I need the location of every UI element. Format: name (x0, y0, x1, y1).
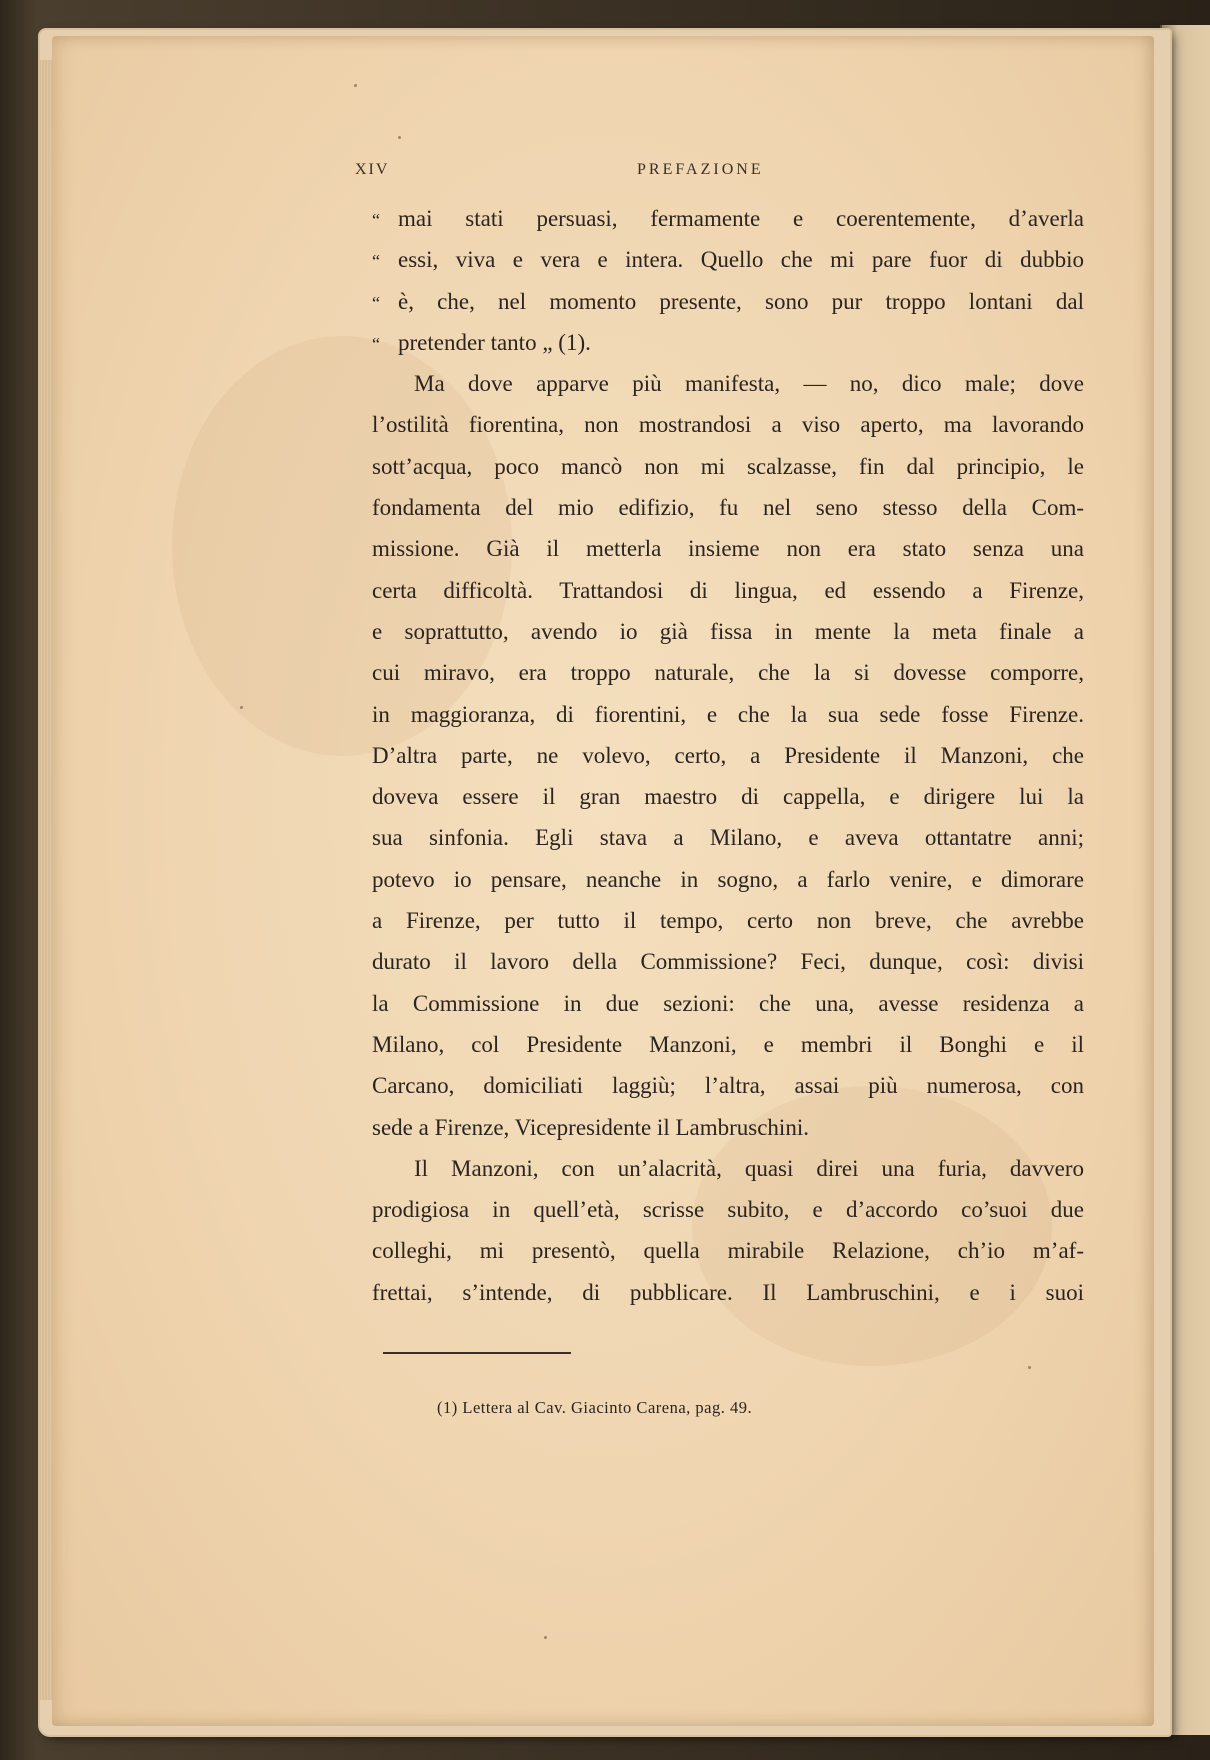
paper-speck (544, 1636, 547, 1639)
quote-mark: “ (372, 292, 380, 313)
text-line: prodigiosa in quell’età, scrisse subito, e d’accordo co’suoi due (372, 1197, 1084, 1223)
text-line: Ma dove apparve più manifesta, — no, dico male; dove (414, 371, 1084, 397)
text-line: D’altra parte, ne volevo, certo, a Presidente il Manzoni, che (372, 742, 1084, 768)
quoted-line (372, 239, 1084, 280)
text-line: in maggioranza, di fiorentini, e che la sua sede fosse Firenze. (372, 701, 1084, 727)
text-line: Il Manzoni, con un’alacrità, quasi direi una furia, davvero (414, 1155, 1084, 1181)
paper-speck (398, 136, 401, 139)
text-line: e soprattutto, avendo io già fissa in mente la meta finale a (372, 618, 1084, 644)
text-line: doveva essere il gran maestro di cappella, e dirigere lui la (372, 784, 1084, 810)
paper-speck (240, 706, 243, 709)
text-line: Carcano, domiciliati laggiù; l’altra, assai più numerosa, con (372, 1073, 1084, 1099)
paper-speck (354, 84, 357, 87)
text-line: a Firenze, per tutto il tempo, certo non breve, che avrebbe (372, 908, 1084, 934)
text-line: missione. Già il metterla insieme non era stato senza una (372, 536, 1084, 562)
text-line: frettai, s’intende, di pubblicare. Il Lambruschini, e i suoi (372, 1279, 1084, 1305)
text-line: sede a Firenze, Vicepresidente il Lambruschini. (372, 1114, 809, 1140)
text-line: cui miravo, era troppo naturale, che la si dovesse comporre, (372, 660, 1084, 686)
text-line: l’ostilità fiorentina, non mostrandosi a viso aperto, ma lavorando (372, 412, 1084, 438)
text-line: sott’acqua, poco mancò non mi scalzasse, fin dal principio, le (372, 453, 1084, 479)
body-text (372, 198, 1084, 1313)
page-number: XIV (355, 161, 390, 178)
quote-mark: “ (372, 251, 380, 272)
quoted-line (372, 198, 1084, 239)
running-head (355, 161, 805, 183)
quote-mark: “ (372, 333, 380, 354)
quoted-line-text: essi, viva e vera e intera. Quello che mi pare fuor di dubbio (398, 247, 1084, 273)
text-line: colleghi, mi presentò, quella mirabile Relazione, ch’io m’af- (372, 1238, 1084, 1264)
text-line: potevo io pensare, neanche in sogno, a farlo venire, e dimorare (372, 866, 1084, 892)
text-line: la Commissione in due sezioni: che una, avesse residenza a (372, 990, 1084, 1016)
quoted-line-text: pretender tanto „ (1). (398, 329, 591, 355)
quoted-line (372, 322, 1084, 363)
text-line: certa difficoltà. Trattandosi di lingua, ed essendo a Firenze, (372, 577, 1084, 603)
text-line: Milano, col Presidente Manzoni, e membri il Bonghi e il (372, 1031, 1084, 1057)
text-line: fondamenta del mio edifizio, fu nel seno stesso della Com- (372, 495, 1084, 521)
quote-mark: “ (372, 210, 380, 230)
running-title: PREFAZIONE (637, 161, 764, 178)
text-line: sua sinfonia. Egli stava a Milano, e aveva ottantatre anni; (372, 825, 1084, 851)
paper-speck (1028, 1366, 1031, 1369)
footnote: (1) Lettera al Cav. Giacinto Carena, pag. 49. (437, 1398, 753, 1417)
footnote-rule (383, 1352, 571, 1354)
text-line: durato il lavoro della Commissione? Feci, dunque, così: divisi (372, 949, 1084, 975)
quoted-line (372, 281, 1084, 322)
quoted-line-text: è, che, nel momento presente, sono pur troppo lontani dal (398, 288, 1084, 314)
quoted-line-text: mai stati persuasi, fermamente e coerentemente, d’averla (398, 206, 1084, 231)
